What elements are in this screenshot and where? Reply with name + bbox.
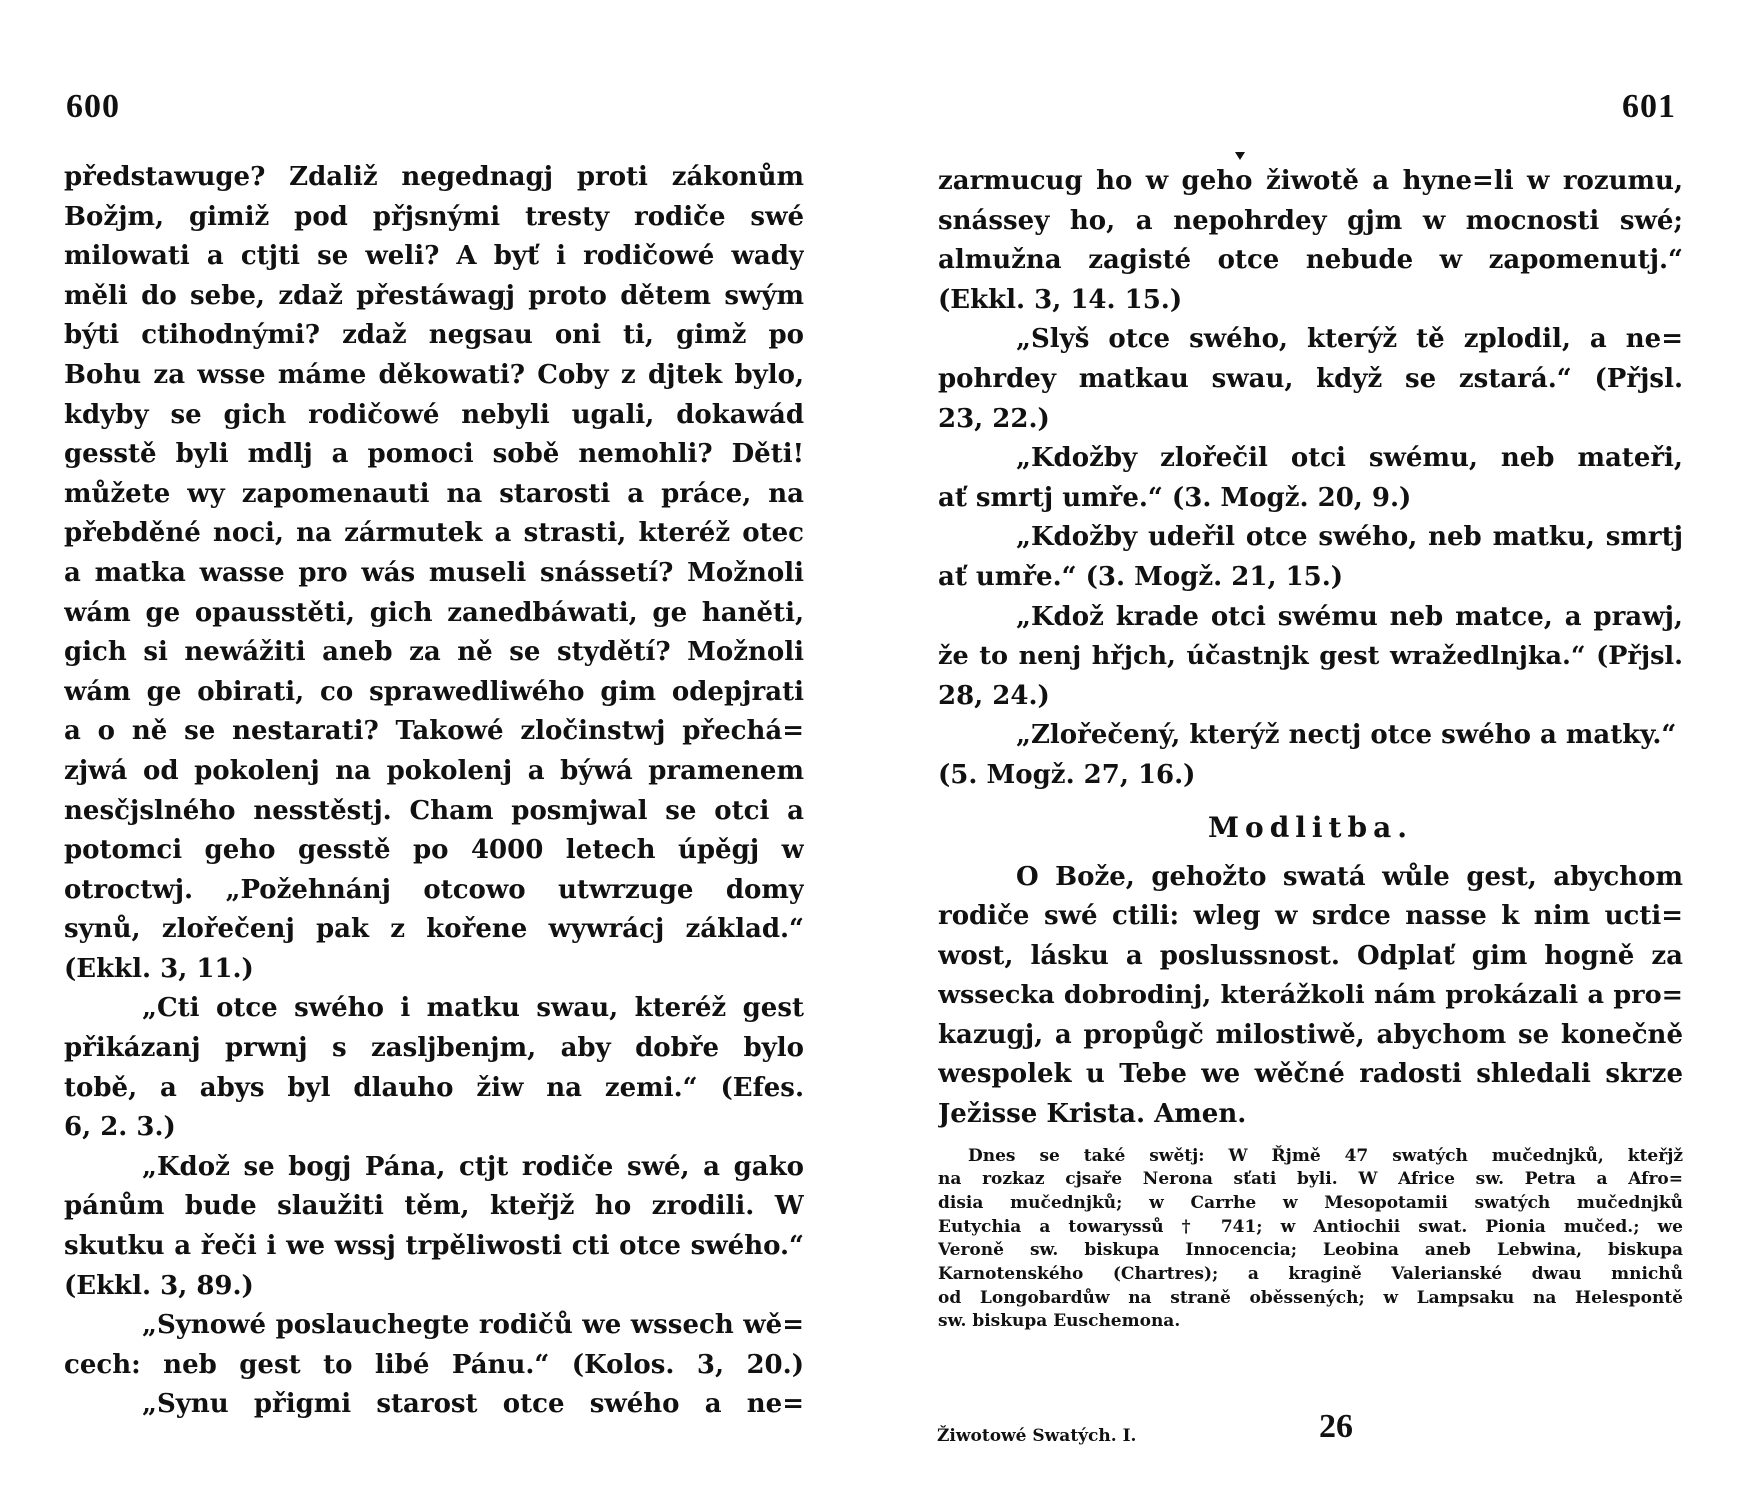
text-line: přebděné noci, na zármutek a strasti, kteréž otec	[64, 518, 804, 549]
text-line: ať smrtj umře.“ (3. Mogž. 20, 9.)	[938, 482, 1412, 513]
left-page-text	[64, 158, 804, 1425]
text-line: (Ekkl. 3, 14. 15.)	[938, 284, 1183, 315]
text-line: pohrdey matkau swau, když se zstará.“ (Přjsl.	[938, 363, 1683, 394]
text-line: ať umře.“ (3. Mogž. 21, 15.)	[938, 561, 1344, 592]
text-line: zjwá od pokolenj na pokolenj a býwá pramenem	[64, 755, 804, 786]
text-line: „Zlořečený, kterýž nectj otce swého a matky.“	[1016, 720, 1677, 751]
text-line: „Kdožby zlořečil otci swému, neb mateři,	[1016, 443, 1683, 474]
text-line: Bohu za wsse máme děkowati? Coby z djtek bylo,	[64, 359, 804, 390]
text-line: Božjm, gimiž pod přjsnými tresty rodiče swé	[64, 201, 804, 232]
text-line: „Synu přigmi starost otce swého a ne=	[142, 1389, 804, 1420]
text-line: že to nenj hřjch, účastnjk gest wražedlnjka.“ (Přjsl.	[938, 641, 1683, 672]
text-line: skutku a řeči i we wssj trpěliwosti cti otce swého.“	[64, 1231, 804, 1262]
prayer-heading: Modlitba.	[1208, 810, 1413, 844]
text-line: a o ně se nestarati? Takowé zločinstwj přechá=	[64, 716, 804, 747]
text-line: wám ge obirati, co sprawedliwého gim odepjrati	[64, 676, 804, 707]
text-line: gich si newážiti aneb za ně se stydětí? Možnoli	[64, 637, 804, 668]
footnote-line: sw. biskupa Euschemona.	[938, 1311, 1181, 1332]
text-line: „Synowé poslauchegte rodičů we wssech wě=	[142, 1310, 804, 1341]
text-line: 6, 2. 3.)	[64, 1112, 176, 1143]
text-line: „Kdožby udeřil otce swého, neb matku, smrtj	[1016, 522, 1683, 553]
footnote-line: od Longobardůw na straně oběssených; w Lampsaku na Helespontě	[938, 1287, 1683, 1308]
text-line: milowati a ctjti se weli? A byť i rodičowé wady	[64, 241, 804, 272]
text-line: nesčjslného nesstěstj. Cham posmjwal se otci a	[64, 795, 804, 826]
prayer-line: O Bože, gehožto swatá wůle gest, abychom	[1016, 861, 1683, 892]
right-page	[869, 0, 1738, 1500]
text-line: „Cti otce swého i matku swau, kteréž gest	[142, 993, 804, 1024]
text-line: potomci geho gesstě po 4000 letech úpěgj w	[64, 835, 804, 866]
text-line: almužna zagisté otce nebude w zapomenutj.“	[938, 245, 1683, 276]
text-line: kdyby se gich rodičowé nebyli ugali, dokawád	[64, 399, 804, 430]
text-line: otroctwj. „Požehnánj otcowo utwrzuge domy	[64, 874, 804, 905]
footnote-line: Karnotenského (Chartres); a kragině Valerianské dwau mnichů	[938, 1264, 1683, 1285]
text-line: pánům bude slaužiti těm, kteřjž ho zrodili. W	[64, 1191, 804, 1222]
saints-footnote	[938, 1145, 1683, 1335]
prayer-line: rodiče swé ctili: wleg w srdce nasse k nim ucti=	[938, 901, 1683, 932]
text-line: snássey ho, a nepohrdey gjm w mocnosti swé;	[938, 205, 1683, 236]
text-line: 23, 22.)	[938, 403, 1050, 434]
text-line: můžete wy zapomenauti na starosti a práce, na	[64, 478, 804, 509]
text-line: (5. Mogž. 27, 16.)	[938, 759, 1196, 790]
text-line: wám ge opausstěti, gich zanedbáwati, ge haněti,	[64, 597, 804, 628]
footnote-line: disia mučednjků; w Carrhe w Mesopotamii swatých mučednjků	[938, 1193, 1683, 1214]
footnote-line: Dnes se také swětj: W Řjmě 47 swatých mučednjků, kteřjž	[968, 1145, 1683, 1166]
footnote-line: na rozkaz cjsaře Nerona sťati byli. W Africe sw. Petra a Afro=	[938, 1169, 1683, 1190]
text-line: synů, zlořečenj pak z kořene wywrácj základ.“	[64, 914, 804, 945]
right-page-text	[938, 162, 1683, 1334]
sheet-number: 26	[1319, 1408, 1353, 1445]
text-line: býti ctihodnými? zdaž negsau oni ti, gimž po	[64, 320, 804, 351]
page-number-left: 600	[66, 88, 120, 125]
prayer-line: wost, lásku a poslussnost. Odplať gim hogně za	[938, 940, 1683, 971]
prayer-line: kazugj, a propůgč milostiwě, abychom se konečně	[938, 1019, 1683, 1050]
text-line: tobě, a abys byl dlauho žiw na zemi.“ (Efes.	[64, 1072, 804, 1103]
page-number-right: 601	[1622, 88, 1676, 125]
text-line: a matka wasse pro wás museli snássetí? Možnoli	[64, 557, 804, 588]
text-line: předstawuge? Zdaliž negednagj proti zákonům	[64, 162, 804, 192]
text-line: měli do sebe, zdaž přestáwagj proto dětem swým	[64, 280, 804, 311]
text-line: (Ekkl. 3, 89.)	[64, 1270, 254, 1301]
text-line: „Slyš otce swého, kterýž tě zplodil, a ne=	[1016, 324, 1683, 355]
text-line: přikázanj prwnj s zasljbenjm, aby dobře bylo	[64, 1033, 804, 1064]
text-line: „Kdož se bogj Pána, ctjt rodiče swé, a gako	[142, 1151, 804, 1182]
text-line: „Kdož krade otci swému neb matce, a prawj,	[1016, 601, 1683, 632]
text-line: zarmucug ho w geho žiwotě a hyne=li w rozumu,	[938, 166, 1683, 196]
ink-mark-icon	[1235, 152, 1245, 160]
prayer-line: wespolek u Tebe we wěčné radosti shledali skrze	[938, 1059, 1683, 1090]
text-line: gesstě byli mdlj a pomoci sobě nemohli? Děti!	[64, 439, 804, 470]
text-line: 28, 24.)	[938, 680, 1050, 711]
text-line: cech: neb gest to libé Pánu.“ (Kolos. 3, 20.)	[64, 1349, 804, 1380]
text-line: (Ekkl. 3, 11.)	[64, 953, 254, 984]
prayer-line: Ježisse Krista. Amen.	[938, 1099, 1247, 1130]
footnote-line: Veroně sw. biskupa Innocencia; Leobina aneb Lebwina, biskupa	[938, 1240, 1683, 1261]
footnote-line: Eutychia a towaryssů † 741; w Antiochii swat. Pionia mučed.; we	[938, 1216, 1683, 1237]
printer-signature: Žiwotowé Swatých. I.	[937, 1426, 1137, 1446]
prayer-line: wssecka dobrodinj, kterážkoli nám prokázali a pro=	[938, 980, 1683, 1011]
